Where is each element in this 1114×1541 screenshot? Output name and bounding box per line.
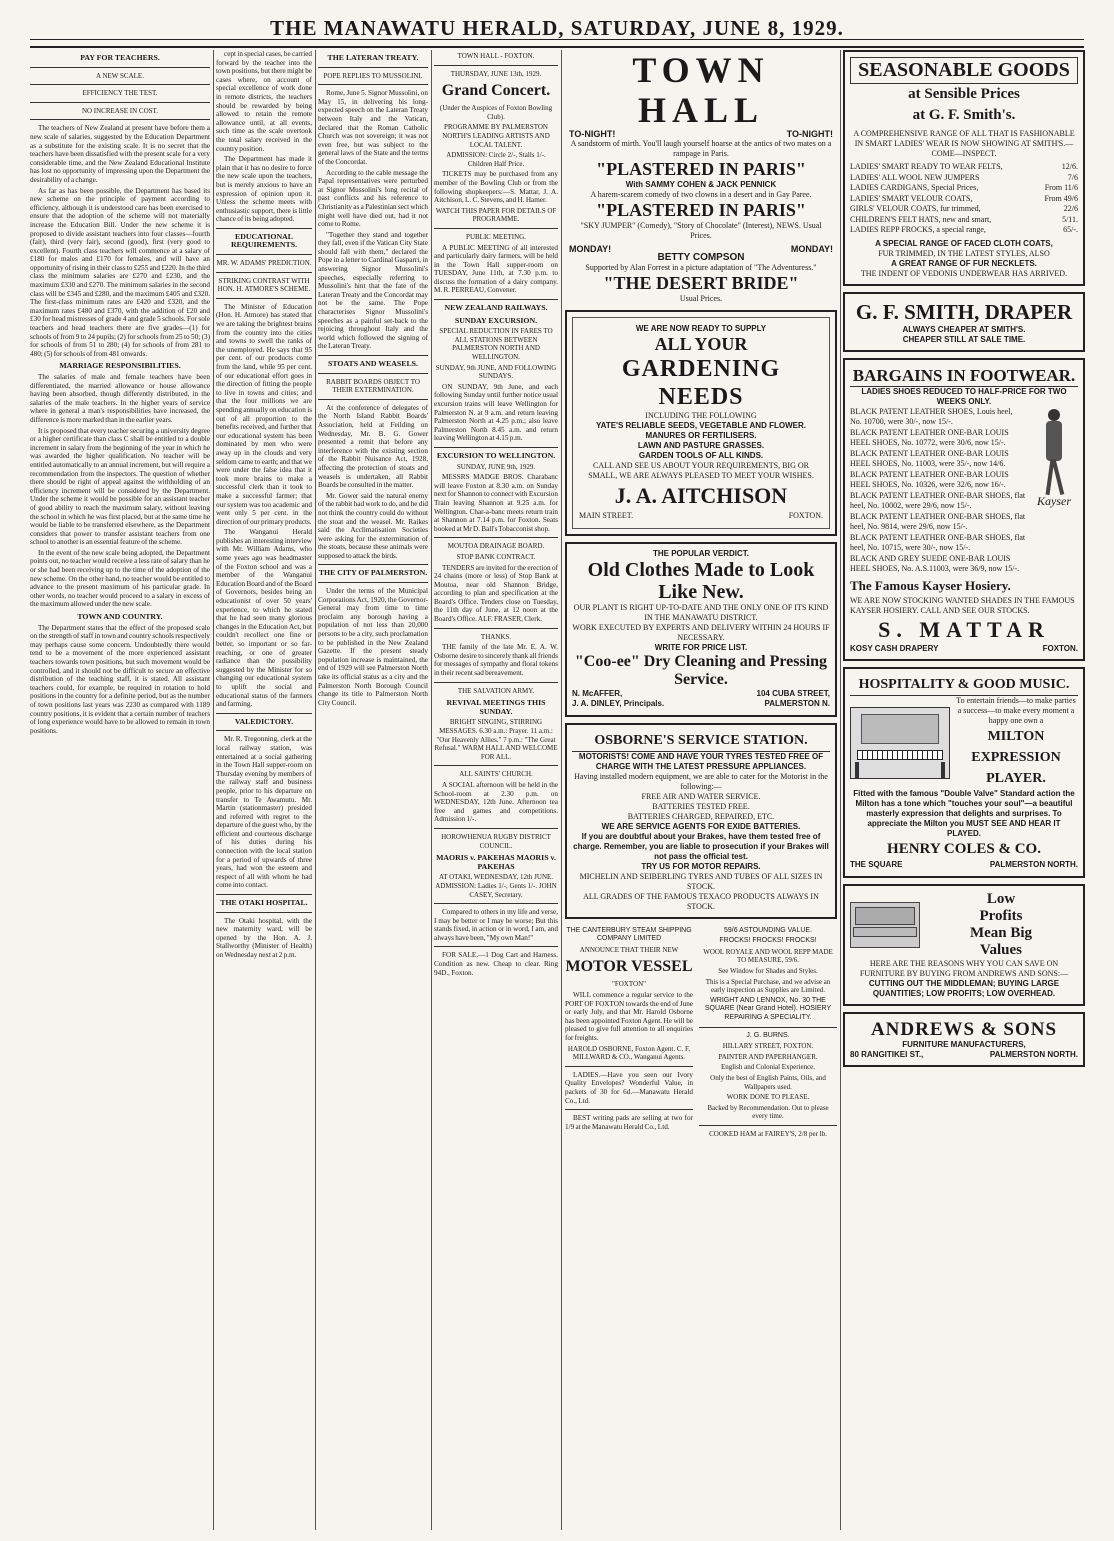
gardening-top: WE ARE NOW READY TO SUPPLY: [635, 324, 767, 334]
footwear-list: [850, 407, 1026, 575]
cleaning-name: "Coo-ee" Dry Cleaning and Pressing Service.: [574, 652, 828, 688]
article-headline: STOATS AND WEASELS.: [328, 359, 418, 368]
divider: [216, 272, 312, 273]
andrews-sub: FURNITURE MANUFACTURERS,: [902, 1039, 1026, 1049]
film-title: "THE DESERT BRIDE": [603, 273, 799, 294]
aitchison-name: J. A. AITCHISON: [614, 483, 788, 509]
article-paragraph: cept in special cases, be carried forward by the teacher into the town positions, but there might be cases where, on account of special excellence of work done in remote districts, the teachers should be rewarded by being allowed to retain the remote allowance until, at all events, such time as the scale overtook the total salary received in the country position.: [216, 50, 312, 153]
footwear-item: BLACK PATENT LEATHER SHOES, Louis heel, No. 10700, were 30/-, now 15/-.: [850, 406, 1013, 426]
price-list-row: [850, 194, 1078, 205]
price-list-price: 22/6: [1063, 204, 1078, 213]
station-title: OSBORNE'S SERVICE STATION.: [572, 730, 830, 752]
kayser-logo: Kayser: [1037, 493, 1071, 508]
gardening-line: YATE'S RELIABLE SEEDS, VEGETABLE AND FLOWER.: [596, 421, 806, 431]
smith-line: ALWAYS CHEAPER AT SMITH'S.: [902, 324, 1026, 334]
notice-line: STOP BANK CONTRACT.: [456, 552, 536, 561]
seasonable-intro: A COMPREHENSIVE RANGE OF ALL THAT IS FASHIONABLE IN SMART LADIES' WEAR IS NOW SHOWING AT SMITH'S.—COME—INSPECT.: [853, 129, 1075, 158]
price-list-item: LADIES' SMART VELOUR COATS,: [850, 193, 973, 203]
cleaning-principal: N. McAFFER,: [572, 688, 623, 698]
price-list-row: [850, 183, 1078, 194]
notice-line: SUNDAY, 9th JUNE, AND FOLLOWING SUNDAYS.: [435, 363, 557, 381]
price-list-price: From 11/6: [1044, 183, 1078, 192]
mattar-drapery: KOSY CASH DRAPERY: [850, 643, 939, 653]
divider: [318, 373, 428, 374]
piano-icon: [850, 707, 950, 779]
burns-line: Only the best of English Paints, Oils, and Wallpapers used.: [710, 1074, 826, 1091]
milton-title: MILTON EXPRESSION PLAYER.: [971, 729, 1061, 786]
column-rule: [213, 50, 214, 1530]
price-list-item: GIRLS' VELOUR COATS, fur trimmed,: [850, 204, 981, 213]
station-line: WE ARE SERVICE AGENTS FOR EXIDE BATTERIES.: [601, 821, 801, 831]
seasonable-line: FUR TRIMMED, IN THE LATEST STYLES, ALSO: [878, 248, 1050, 258]
seasonable-goods-ad: [843, 50, 1085, 286]
ham-notice: COOKED HAM at FAIREY'S, 2/8 per lb.: [709, 1129, 827, 1138]
gardening-line: INCLUDING THE FOLLOWING: [645, 411, 757, 421]
notice-paragraph: A PUBLIC MEETING of all interested and particularly dairy farmers, will be held in the Town Hall supper-room on TUESDAY, June 11th, at 7.30 p.m. to discuss the formation of a dairy company. M. R. PERREAU, Convener.: [434, 243, 558, 295]
article-subhead: MR. W. ADAMS' PREDICTION.: [216, 259, 312, 268]
divider: [318, 399, 428, 400]
smith-line: CHEAPER STILL AT SALE TIME.: [902, 334, 1026, 344]
article-subhead: POPE REPLIES TO MUSSOLINI.: [323, 71, 423, 80]
masthead: THE MANAWATU HERALD, SATURDAY, JUNE 8, 1929.: [30, 16, 1084, 40]
film-title: "PLASTERED IN PARIS": [596, 199, 806, 220]
article-paragraph: "Together they stand and together they fall, even if the Vatican City State should fall with them," declared the Pope in a letter to Cardinal Gasparri, in answering Signor Mussolini's speeches, especially referring to Mussolini's hint that the fate of the Lateran Treaty and the Concordat may not be the same. The Pope characterises Signor Mussolini's speeches as a painful set-back to the rejoicing throughout Italy and the world which followed the signing of the Lateran Treaty.: [318, 230, 428, 351]
furniture-line: CUTTING OUT THE MIDDLEMAN; BUYING LARGE QUANTITIES; LOW PROFITS; LOW OVERHEAD.: [868, 978, 1060, 998]
smith-draper-ad: [843, 292, 1085, 352]
shipping-name: "FOXTON": [612, 980, 646, 989]
column-rule: [431, 50, 432, 1530]
article-paragraph: In the event of the new scale being adopted, the Department points out, no teacher would receive a less rate of salary than he or she had been receiving up to the time of the adoption of the new scheme. On the other hand, no teacher would be entitled to advance to the present maximum of his particular grade. In other words, no teacher would proceed to a salary in excess of the maximum allowed under the new scale.: [30, 548, 210, 609]
divider: [216, 894, 312, 895]
seasonable-line: A SPECIAL RANGE OF FACED CLOTH COATS,: [875, 238, 1053, 248]
notice-paragraph: TENDERS are invited for the erection of 24 chains (more or less) of Stop Bank at Moutoa, near old Shannon Bridge, according to plan and specification at the Board's Office. Tenders close on Tuesday, the 11th day of June, at 12 noon at the Board's Office. ALF. FRASER, Clerk.: [434, 563, 558, 624]
mattar-town: FOXTON.: [1042, 643, 1078, 653]
article-headline: VALEDICTORY.: [234, 716, 294, 726]
film-title: "PLASTERED IN PARIS": [596, 158, 806, 179]
price-list-price: 5/11.: [1062, 214, 1078, 224]
article-subhead: STRIKING CONTRAST WITH HON. H. ATMORE'S SCHEME.: [217, 276, 311, 294]
footwear-ad: [843, 358, 1085, 662]
divider: [30, 67, 210, 68]
notice-heading: SUNDAY EXCURSION.: [454, 315, 538, 325]
divider: [565, 1066, 693, 1067]
divider: [216, 730, 312, 731]
music-body: Fitted with the famous "Double Valve" Standard action the Milton has a tone which "touches your soul"—a beautiful masterly expression that delights and surprises. To appreciate the Milton you MUST SEE AND HEAR IT PLAYED.: [853, 789, 1075, 838]
notice-heading: THE SALVATION ARMY.: [457, 686, 535, 695]
divider: [434, 447, 558, 448]
station-line: MOTORISTS! COME AND HAVE YOUR TYRES TESTED FREE OF CHARGE WITH THE LATEST PRESSURE APPLIANCES.: [578, 751, 824, 771]
notice-paragraph: MESSRS MADGE BROS. Charabanc will leave Foxton at 8.30 a.m. on Sunday next for Shannon to connect with Excursion Train leaving Shannon at 9.25 a.m. for Wellington. Char-a-banc meets return train at Shannon at 7.14 p.m. for Foxton. Seats booked at Mr D. Ball's Tobacconist shop.: [434, 473, 558, 533]
gardening-all: ALL YOUR: [654, 334, 748, 355]
music-title: HOSPITALITY & GOOD MUSIC.: [850, 674, 1078, 696]
price-list-row: [850, 162, 1078, 173]
article-headline: THE LATERAN TREATY.: [327, 53, 419, 62]
notice-line: WATCH THIS PAPER FOR DETAILS OF PROGRAMME.: [435, 206, 557, 224]
article-subhead: EFFICIENCY THE TEST.: [82, 89, 158, 98]
section-subhead: MARRIAGE RESPONSIBILITIES.: [59, 361, 181, 371]
seasonable-title: SEASONABLE GOODS: [850, 57, 1078, 84]
column-4-notices: [434, 50, 558, 1530]
footwear-item: BLACK PATENT LEATHER ONE-BAR SHOES, flat heel, No. 10715, were 30/-, now 15/-.: [850, 532, 1026, 552]
article-paragraph: Mr. R. Tregonning, clerk at the local railway station, was entertained at a social gathering in the Town Hall supper-room on Thursday evening by members of the railway staff and business people, prior to his departure on transfer to Te Awamutu. Mr. Martin (stationmaster) presided and referred with regret to the departure of the guest who, by the efficient and courteous discharge of his duties during his connection with the local station for a period of upwards of three years, had won the esteem and respect of all with whom he had come into contact.: [216, 735, 312, 890]
music-line: To entertain friends—to make parties a success—to make every moment a happy one own a: [956, 696, 1076, 725]
envelopes-notice: LADIES.—Have you seen our Ivory Quality Envelopes? Wonderful Value, in packets of 30 for 6d.—Manawatu Herald Co., Ltd.: [565, 1070, 693, 1105]
divider: [434, 682, 558, 683]
monday-right: MONDAY!: [790, 243, 833, 254]
article-paragraph: It is proposed that every teacher securing a university degree or a higher certificate than class C shall be entitled to a double increment in salary from the beginning of the year in which he was awarded the higher qualification. No teacher will be entitled automatically to an annual increment, but will require a recommendation from the inspectors. The question of whether there should be right of appeal against the withholding of an efficiency increment will be considered by the Department. Under the scheme it would be possible for an assistant teacher of good ability to reach the maximum salary, without leaving the school in which he was first placed, but at the same time he would be liable to be transferred elsewhere, as the Department considers that power to transfer assistant teachers from one school to another is an essential feature of the scheme.: [30, 426, 210, 547]
seasonable-sub: at Sensible Prices: [908, 86, 1020, 102]
frocks-title: FROCKS! FROCKS! FROCKS!: [719, 937, 817, 945]
andrews-town: PALMERSTON NORTH.: [989, 1049, 1078, 1059]
town-hall-ad: [565, 50, 837, 304]
divider: [318, 84, 428, 85]
divider: [216, 228, 312, 229]
burns-name: J. G. BURNS.: [746, 1031, 790, 1039]
burns-line: Backed by Recommendation. Out to please every time.: [707, 1103, 829, 1121]
kayser-line: WE ARE NOW STOCKING WANTED SHADES IN THE FAMOUS KAYSER HOSIERY. CALL AND SEE OUR STOCKS.: [850, 595, 1075, 615]
divider: [434, 537, 558, 538]
article-subhead: RABBIT BOARDS OBJECT TO THEIR EXTERMINATION.: [326, 377, 420, 395]
divider: [434, 765, 558, 766]
price-list-price: 12/6.: [1061, 162, 1078, 171]
cleaning-address: 104 CUBA STREET,: [756, 688, 830, 698]
notice-verse: Compared to others in my life and verse, I may be better or I may be worse; But this stands fixed, in action or in word, I am, and always have been, "My own Man!": [434, 908, 558, 942]
low-profits-line: Low: [986, 890, 1016, 907]
divider: [318, 582, 428, 583]
cleaning-line: OUR PLANT IS RIGHT UP-TO-DATE AND THE ONLY ONE OF ITS KIND IN THE MANAWATU DISTRICT.: [573, 602, 829, 622]
divider: [216, 298, 312, 299]
divider: [30, 84, 210, 85]
gardening-line: LAWN AND PASTURE GRASSES.: [637, 441, 765, 451]
price-list-row: [850, 225, 1078, 236]
film-desc: A sandstorm of mirth. You'll laugh yourself hoarse at the antics of two mates on a rampage in Paris.: [570, 138, 832, 158]
article-paragraph: The Otaki hospital, with the new maternity ward, will be opened by the Hon. A. J. Stallworthy (Minister of Health) on Wednesday next at 2 p.m.: [216, 916, 312, 959]
divider: [318, 355, 428, 356]
column-rule: [561, 50, 562, 1530]
aitchison-street: MAIN STREET.: [579, 511, 634, 521]
burns-line: English and Colonial Experience.: [720, 1063, 816, 1072]
bottom-ads-row: [565, 925, 837, 1141]
cleaning-principal: J. A. DINLEY, Principals.: [572, 699, 665, 709]
monday-left: MONDAY!: [569, 243, 612, 254]
seasonable-price-list: [850, 162, 1078, 236]
price-list-item: LADIES CARDIGANS, Special Prices,: [850, 183, 979, 192]
price-list-price: 7/6: [1067, 172, 1078, 182]
notice-heading: ALL SAINTS' CHURCH.: [459, 770, 533, 779]
footwear-item: BLACK AND GREY SUEDE ONE-BAR LOUIS HEEL SHOES, No. A.S.11003, were 36/9, now 15/-.: [850, 553, 1020, 573]
gardening-line: GARDEN TOOLS OF ALL KINDS.: [638, 451, 764, 461]
cleaning-top: THE POPULAR VERDICT.: [652, 548, 749, 558]
notice-line: AT OTAKI, WEDNESDAY, 12th JUNE. ADMISSION: Ladies 1/-, Gents 1/-. JOHN CASEY, Secretary.: [435, 873, 557, 899]
concert-heading: Grand Concert.: [441, 82, 551, 100]
footwear-item: BLACK PATENT LEATHER ONE-BAR LOUIS HEEL SHOES, No. 10772, were 30/6, now 15/-.: [850, 427, 1009, 447]
station-line: MICHELIN AND SEIBERLING TYRES AND TUBES OF ALL SIZES IN STOCK.: [579, 871, 823, 891]
price-list-item: CHILDREN'S FELT HATS, new and smart,: [850, 214, 992, 224]
footwear-item: BLACK PATENT LEATHER ONE-BAR SHOES, flat heel, No. 9814, were 29/6, now 15/-.: [850, 511, 1026, 531]
divider: [434, 828, 558, 829]
andrews-address: 80 RANGITIKEI ST.,: [850, 1049, 924, 1059]
coles-town: PALMERSTON NORTH.: [989, 860, 1078, 869]
frocks-line: See Window for Shades and Styles.: [718, 967, 818, 976]
gardening-title: GARDENING NEEDS: [621, 356, 781, 411]
article-headline: EDUCATIONAL REQUIREMENTS.: [230, 231, 298, 250]
divider: [434, 65, 558, 66]
shipping-ad: [565, 925, 693, 1141]
article-paragraph: The Minister of Education (Hon. H. Atmore) has stated that we are taking the brightest brains from the country into the cities and towns to swell the ranks of the unemployed. He says that 95 per cent. of our products come from the land, while 95 per cent. of our educational effort goes in the direction of fitting the people to live in towns and cities; and that the four millions we are spending annually on education is out of all proportion to the benefits received, and further that our educational system has been dominated by men who were away up in the clouds and very seldom came to earth; and that we were under the false idea that it took more brains to make a successful clerk than it took to make a successful farmer; that our system was too academic and went only 5 per cent. in the direction of our primary products.: [216, 302, 312, 526]
price-list-price: 65/-.: [1063, 225, 1078, 234]
cleaning-headline: Old Clothes Made to Look Like New.: [587, 558, 815, 603]
woman-figure-icon: [1032, 407, 1076, 497]
article-headline: THE OTAKI HOSPITAL.: [220, 898, 308, 908]
station-line: If you are doubtful about your Brakes, have them tested free of charge. Remember, you are liable to prosecution if your Brakes will not pass the official test.: [573, 831, 829, 861]
service-station-ad: [565, 723, 837, 919]
low-profits-line: Values: [980, 941, 1022, 958]
article-paragraph: The Department states that the effect of the proposed scale on the strength of staff in town and country schools respectively may perhaps cause some concern. Undoubtedly there would tend to be a movement of the more experienced assistant teachers towards town positions, but such movement would be controlled, and it should not be difficult to secure an effective distribution of the teaching staff, it is stated. All assistant teachers could, for example, be required in rotation to hold positions in the country for a definite period, but as the number of town positions last years was 2230 as compared with 1189 country positions, it is evident that a certain number of teachers of long experience would have to be allowed to remain in town positions.: [30, 623, 210, 735]
divider: [434, 903, 558, 904]
article-paragraph: According to the cable message the Papal representatives were perturbed at Signor Mussolini's long recital of past conflicts and his reference to Christianity as a Palestinian sect which might well have died out, had it not come to Rome.: [318, 168, 428, 229]
divider: [699, 1027, 837, 1028]
town-hall-title: TOWN HALL: [632, 50, 770, 130]
divider: [434, 228, 558, 229]
shipping-agent: HAROLD OSBORNE, Foxton Agent. C. F. MILLWARD & CO., Wanganui Agents.: [567, 1044, 691, 1062]
frocks-line: This is a Special Purchase, and we advise an early inspection as Supplies are Limited.: [705, 977, 831, 995]
divider: [30, 119, 210, 120]
notice-heading: THANKS.: [480, 632, 512, 641]
article-paragraph: The Wanganui Herald publishes an interesting interview with Mr. William Adams, who some years ago was headmaster of the Foxton school and was a member of the Wanganui Education Board and of the Board of Governors, besides being an educationist of over 50 years' experience, to which he stated that he had seen many glorious changes in the Education Act, but couldn't recollect one fine or better, so important or so far-reaching, or one of greater radiance than the possibility suggested by the Minister for so changing our educational system to uplift the social and educational status of the farmers and farming.: [216, 528, 312, 709]
article-paragraph: Rome, June 5. Signor Mussolini, on May 15, in delivering his long-expected speech on the Lateran Treaty between Italy and the Vatican, declared that the Roman Catholic Church was not sovereign; it was not even free, but was subject to the general laws of the State and the terms of the Concordat.: [318, 89, 428, 166]
price-list-row: [850, 215, 1078, 226]
gardening-ad: [565, 310, 837, 536]
film-star: BETTY COMPSON: [657, 252, 745, 264]
mattar-name: S. MATTAR: [878, 616, 1050, 642]
frocks-ad: [699, 925, 837, 1141]
price-list-item: LADIES REPP FROCKS, a special range,: [850, 225, 986, 234]
divider: [216, 713, 312, 714]
dry-cleaning-ad: [565, 542, 837, 717]
station-line: Having installed modern equipment, we are able to cater for the Motorist in the following:—: [574, 771, 828, 791]
divider: [318, 67, 428, 68]
shipping-announce: ANNOUNCE THAT THEIR NEW: [579, 945, 679, 954]
divider: [699, 1125, 837, 1126]
footwear-item: BLACK PATENT LEATHER ONE-BAR SHOES, flat heel, No. 10002, were 29/6, now 15/-.: [850, 490, 1026, 510]
shipping-company: THE CANTERBURY STEAM SHIPPING COMPANY LIMITED: [566, 926, 692, 943]
notice-heading: HOROWHENUA RUGBY DISTRICT COUNCIL.: [441, 832, 551, 850]
seasonable-line: THE INDENT OF VEDONIS UNDERWEAR HAS ARRIVED.: [860, 268, 1068, 278]
notice-line: BRIGHT SINGING, STIRRING MESSAGES. 6.30 a.m.: Prayer. 11 a.m.: "Our Heavenly Allies." 7 p.m.: "The Great Refusal." WARM HALL AND WELCOME FOR ALL.: [434, 718, 558, 761]
column-rule: [315, 50, 316, 1530]
seasonable-sub: at G. F. Smith's.: [912, 107, 1016, 123]
andrews-ad: [843, 1012, 1085, 1068]
frocks-line: WOOL ROYALE AND WOOL REPP MADE TO MEASURE, 59/6.: [703, 947, 833, 965]
gardening-line: CALL AND SEE US ABOUT YOUR REQUIREMENTS, BIG OR SMALL, WE ARE ALWAYS PLEASED TO MEET YOUR WISHES.: [588, 461, 814, 481]
kayser-illustration: [1030, 407, 1078, 575]
footwear-sub: LADIES SHOES REDUCED TO HALF-PRICE FOR TWO WEEKS ONLY.: [861, 386, 1067, 406]
notice-line: SPECIAL REDUCTION IN FARES TO ALL STATIONS BETWEEN PALMERSTON NORTH AND WELLINGTON.: [439, 327, 553, 362]
notice-paragraph: ON SUNDAY, 9th June, and each following Sunday until further notice usual excursion trains will leave Wellington for Palmerston N. at 9 a.m. and return leaving Palmerston North at 4.25 p.m.; also leave Palmerston North 8.45 a.m. and return leaving Wellington at 4.15 p.m.: [434, 382, 558, 443]
notice-paragraph: A SOCIAL afternoon will be held in the School-room at 2.30 p.m. on WEDNESDAY, 12th June. Afternoon tea free and games and competitions. Admission 1/-.: [434, 780, 558, 824]
notice-heading: MAORIS v. PAKEHAS MAORIS v. PAKEHAS: [436, 853, 556, 871]
low-profits-line: Profits: [979, 907, 1023, 924]
station-line: TRY US FOR MOTOR REPAIRS.: [641, 861, 761, 871]
price-list-item: LADIES' ALL WOOL NEW JUMPERS: [850, 172, 980, 182]
article-subhead: NO INCREASE IN COST.: [81, 106, 159, 115]
notice-line: ADMISSION: Circle 2/-, Stalls 1/-. Children Half Price.: [446, 151, 546, 168]
cleaning-address: PALMERSTON N.: [764, 699, 830, 709]
article-paragraph: At the conference of delegates of the North Island Rabbit Boards' Association, held at Feilding on Wednesday, Mr. B. G. Gower presented a remit that before any interference with the existing section of the Rabbit Nuisance Act, 1928, affecting the protection of stoats and weasels is undertaken, all Rabbit Boards be consulted in the matter.: [318, 403, 428, 490]
price-list-row: [850, 173, 1078, 184]
notice-venue: TOWN HALL - FOXTON.: [457, 52, 535, 60]
divider: [565, 1109, 693, 1110]
smith-name: G. F. SMITH, DRAPER: [855, 299, 1073, 324]
divider: [434, 628, 558, 629]
divider: [434, 946, 558, 947]
divider: [216, 912, 312, 913]
article-subhead: A NEW SCALE.: [96, 71, 144, 80]
cleaning-line: WORK EXECUTED BY EXPERTS AND DELIVERY WITHIN 24 HOURS IF NECESSARY.: [572, 622, 830, 642]
sofa-icon: [850, 902, 920, 948]
notice-line: SUNDAY, JUNE 9th, 1929.: [456, 462, 536, 471]
station-line: BATTERIES CHARGED, REPAIRED, ETC.: [627, 811, 775, 821]
notice-paragraph: TICKETS may be purchased from any member of the Bowling Club or from the following shopkeepers:—S. Mattar, J. A. Aitchison, L. C. Stevens, and H. Hamer.: [434, 170, 558, 205]
burns-line: PAINTER AND PAPERHANGER.: [718, 1052, 818, 1061]
andrews-name: ANDREWS & SONS: [870, 1018, 1058, 1040]
article-paragraph: Under the terms of the Municipal Corporations Act, 1920, the Governor-General may from time to time proclaim any borough having a population of not less than 20,000 persons to be a city, such proclamation to be published in the New Zealand Gazette. If the present steady population increase is maintained, the end of 1929 will see Palmerston North take its official status as a city and the Palmerston North Borough Council change its title to Palmerston North City Council.: [318, 587, 428, 707]
divider: [318, 564, 428, 565]
notice-heading: REVIVAL MEETINGS THIS SUNDAY.: [446, 698, 546, 716]
notice-heading: MOUTOA DRAINAGE BOARD.: [447, 542, 545, 551]
notice-paragraph: THE family of the late Mr. E. A. W. Osborne desire to sincerely thank all friends for messages of sympathy and floral tokens in their recent sad bereavement.: [434, 643, 558, 678]
notice-heading: EXCURSION TO WELLINGTON.: [436, 450, 556, 460]
notice-date: THURSDAY, JUNE 13th, 1929.: [450, 69, 542, 78]
divider: [30, 102, 210, 103]
notice-paragraph: FOR SALE.—1 Dog Cart and Harness. Condition as new. Cheap to clear. Ring 94D., Foxton.: [434, 951, 558, 977]
price-list-price: From 49/6: [1044, 193, 1078, 203]
coles-square: THE SQUARE: [850, 860, 903, 869]
article-paragraph: As far as has been possible, the Department has based its new scheme on the principle of payment according to efficiency, although it is understood care has been exercised to ensure that the adoption of the scheme will not materially increase the Education Bill. Under the new scheme it is proposed to divide assistant teachers into four classes—fourth (fair), third (very fair), second (good), first (very good to excellent). Fourth class teachers will commence at a salary of £180 for males and £170 for females, and will have an opportunity of rising in their class to £255 and £220. In the third class the minimum salaries are £270 and £230, and the maximum £330 and £270. The minimum salaries in the second class will be £345 and £280, and the maximum £405 and £320. The first-class minimum rates are £420 and £320, and the maximum rates £480 and £370, with the addition of £20 and £30 for head mistresses of grade 4 and grade 5 schools. For sole teachers and head teachers there are five grades—(1) for schools of from 9 to 24 pupils; (2) for schools from 25 to 50; (3) for schools of from 51 to 280; (4) for schools of from 281 to 480; (5) for schools of from 481 onwards.: [30, 186, 210, 358]
notice-heading: NEW ZEALAND RAILWAYS.: [444, 303, 548, 313]
low-profits-line: Mean Big: [969, 924, 1033, 941]
divider: [434, 299, 558, 300]
price-list-item: LADIES' SMART READY TO WEAR FELTS,: [850, 162, 1003, 171]
writing-pads-notice: BEST writing pads are selling at two for 1/9 at the Manawatu Herald Co., Ltd.: [565, 1114, 693, 1131]
furniture-ad: [843, 884, 1085, 1006]
cleaning-line: WRITE FOR PRICE LIST.: [654, 642, 748, 652]
film-desc: Supported by Alan Forrest in a picture adaptation of "The Adventuress.": [585, 263, 817, 273]
film-prices: Usual Prices.: [679, 294, 723, 304]
divider: [216, 254, 312, 255]
column-1: [30, 50, 210, 1530]
coles-name: HENRY COLES & CO.: [887, 841, 1041, 857]
notice-line: PROGRAMME BY PALMERSTON NORTH'S LEADING ARTISTS AND LOCAL TALENT.: [442, 123, 550, 149]
article-paragraph: Mr. Gower said the natural enemy of the rabbit had work to do, and he did not think the country could do without the stoat and the weasel. Mr. Raikes said the Acclimatisation Societies were asking for the extermination of the stoats, because these animals were supposed to attack the birds.: [318, 491, 428, 560]
burns-line: HILLARY STREET, FOXTON.: [722, 1042, 814, 1051]
column-6-ads: [843, 50, 1085, 1530]
shipping-vessel: MOTOR VESSEL: [565, 958, 693, 976]
seasonable-line: A GREAT RANGE OF FUR NECKLETS.: [891, 258, 1037, 268]
station-line: BATTERIES TESTED FREE.: [652, 801, 750, 811]
article-headline: PAY FOR TEACHERS.: [80, 53, 160, 62]
article-paragraph: The salaries of male and female teachers have been differentiated, the married allowance or house allowance having been absorbed, though differently distributed, in the salaries of the male teachers. In the higher years of service where in general a man's responsibilities have increased, the difference is more marked than in the earlier years.: [30, 373, 210, 424]
article-paragraph: The teachers of New Zealand at present have before them a new scale of salaries, suggested by the Education Department as a substitute for the existing scale. It is no secret that the teachers have been dissatisfied with the present scale for a very considerable time, and the New Zealand Educational Institute has lost no opportunity of impressing upon the Department the desirability of a change.: [30, 124, 210, 184]
column-2: [216, 50, 312, 1530]
masthead-rule: [30, 46, 1084, 48]
footwear-title: BARGAINS IN FOOTWEAR.: [850, 365, 1078, 387]
tonight-left: TO-NIGHT!: [569, 129, 616, 139]
footwear-item: BLACK PATENT LEATHER ONE-BAR LOUIS HEEL SHOES, No. 11003, were 35/-, now 14/6.: [850, 448, 1009, 468]
section-subhead: TOWN AND COUNTRY.: [77, 612, 163, 622]
furniture-line: HERE ARE THE REASONS WHY YOU CAN SAVE ON FURNITURE BY BUYING FROM ANDREWS AND SONS:—: [859, 958, 1069, 978]
article-paragraph: The Department has made it plain that it has no desire to force the new scale upon the teachers, but is merely anxious to have an expression of opinion upon it. Unless the scheme meets with enthusiastic support, there is little chance of its being adopted.: [216, 155, 312, 224]
film-cast: With SAMMY COHEN & JACK PENNICK: [625, 179, 777, 189]
article-headline: THE CITY OF PALMERSTON.: [318, 568, 428, 578]
tonight-right: TO-NIGHT!: [786, 129, 833, 139]
column-3: [318, 50, 428, 1530]
notice-heading: PUBLIC MEETING.: [466, 232, 526, 241]
price-list-row: [850, 204, 1078, 215]
film-desc: A harem-scarem comedy of two clowns in a desert and in Gay Paree.: [590, 189, 812, 199]
music-ad: [843, 667, 1085, 878]
footwear-item: BLACK PATENT LEATHER ONE-BAR LOUIS HEEL SHOES, No. 10326, were 32/6, now 16/-.: [850, 469, 1009, 489]
frocks-price: 59/6 ASTOUNDING VALUE.: [723, 926, 813, 934]
kayser-title: The Famous Kayser Hosiery.: [850, 577, 1011, 593]
frocks-line: WRIGHT AND LENNOX, No. 30 THE SQUARE (Near Grand Hotel). HOSIERY REPAIRING A SPECIALITY.: [704, 996, 832, 1022]
gardening-line: MANURES OR FERTILISERS.: [645, 431, 757, 441]
station-line: ALL GRADES OF THE FAMOUS TEXACO PRODUCTS ALWAYS IN STOCK.: [583, 891, 819, 911]
station-line: FREE AIR AND WATER SERVICE.: [641, 791, 761, 801]
film-support: "SKY JUMPER" (Comedy), "Story of Chocolate" (Interest), NEWS. Usual Prices.: [580, 220, 822, 240]
notice-line: (Under the Auspices of Foxton Bowling Club).: [439, 104, 553, 121]
aitchison-town: FOXTON.: [788, 511, 823, 521]
column-rule: [840, 50, 841, 1530]
burns-line: WORK DONE TO PLEASE.: [726, 1093, 810, 1102]
column-5-ads: [565, 50, 837, 1530]
shipping-body: WILL commence a regular service to the PORT OF FOXTON towards the end of June or early July, and that Mr. Harold Osborne has been appointed Foxton Agent. He will be pleased to give full attention to all enquiries for freights.: [565, 991, 693, 1043]
